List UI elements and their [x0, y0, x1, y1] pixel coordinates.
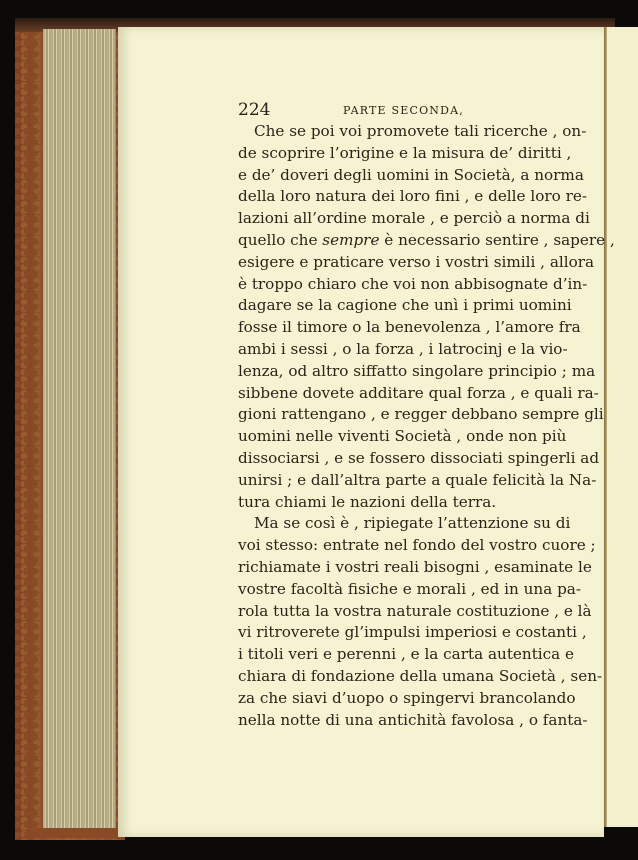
italic-word: sempre [322, 230, 380, 249]
text-line: richiamate i vostri reali bisogni , esaminate le [238, 557, 592, 576]
text-line: sibbene dovete additare qual forza , e quali ra- [238, 383, 599, 402]
text-line: voi stesso: entrate nel fondo del vostro cuore ; [238, 536, 596, 555]
facing-page-edge [607, 27, 638, 827]
text-line: Ma se così è , ripiegate l’attenzione su di [254, 514, 571, 533]
text-line: za che siavi d’uopo o spingervi brancolando [238, 688, 576, 707]
page-edges [43, 29, 116, 829]
text-line: lazioni all’ordine morale , e perciò a norma di [238, 209, 590, 228]
text-line: e de’ doveri degli uomini in Società, a norma [238, 165, 584, 184]
text-line: ambi i sessi , o la forza , i latrocinj e la vio- [238, 339, 568, 358]
body-text [238, 121, 615, 731]
text-line: esigere e praticare verso i vostri simili , allora [238, 252, 595, 271]
text-line: tura chiami le nazioni della terra. [238, 492, 497, 511]
text-line: i titoli veri e perenni , e la carta autentica e [238, 645, 575, 664]
text-line: chiara di fondazione della umana Società , sen- [238, 666, 603, 685]
text-segment: quello che [238, 230, 323, 249]
text-line: dagare se la cagione che unì i primi uomini [238, 296, 572, 315]
running-head: PARTE SECONDA, [343, 104, 464, 117]
text-line: nella notte di una antichità favolosa , o fanta- [238, 710, 588, 729]
text-line: dissociarsi , e se fossero dissociati spingerli ad [238, 448, 600, 467]
text-line: de scoprire l’origine e la misura de’ diritti , [238, 143, 572, 162]
text-line: gioni rattengano , e regger debbano sempre gli [238, 405, 604, 424]
page-header [238, 100, 578, 122]
text-line: della loro natura dei loro fini , e delle loro re- [238, 187, 587, 206]
text-line: fosse il timore o la benevolenza , l’amore fra [238, 318, 581, 337]
text-line: è troppo chiaro che voi non abbisognate d’in- [238, 274, 588, 293]
text-segment: è necessario sentire , sapere , [379, 230, 615, 249]
text-line: Che se poi voi promovete tali ricerche , on- [254, 122, 587, 140]
text-line: lenza, od altro siffatto singolare principio ; ma [238, 361, 596, 380]
text-line: uomini nelle viventi Società , onde non più [238, 427, 567, 446]
page-number: 224 [238, 100, 271, 120]
text-line: unirsi ; e dall’altra parte a quale felicità la Na- [238, 470, 597, 489]
book-cover-bottom-edge [30, 828, 125, 838]
text-line: rola tutta la vostra naturale costituzione , e là [238, 601, 592, 620]
text-line: vostre facoltà fisiche e morali , ed in una pa- [238, 579, 581, 598]
text-line [238, 230, 615, 252]
text-line: vi ritroverete gl’impulsi imperiosi e costanti , [238, 623, 587, 642]
